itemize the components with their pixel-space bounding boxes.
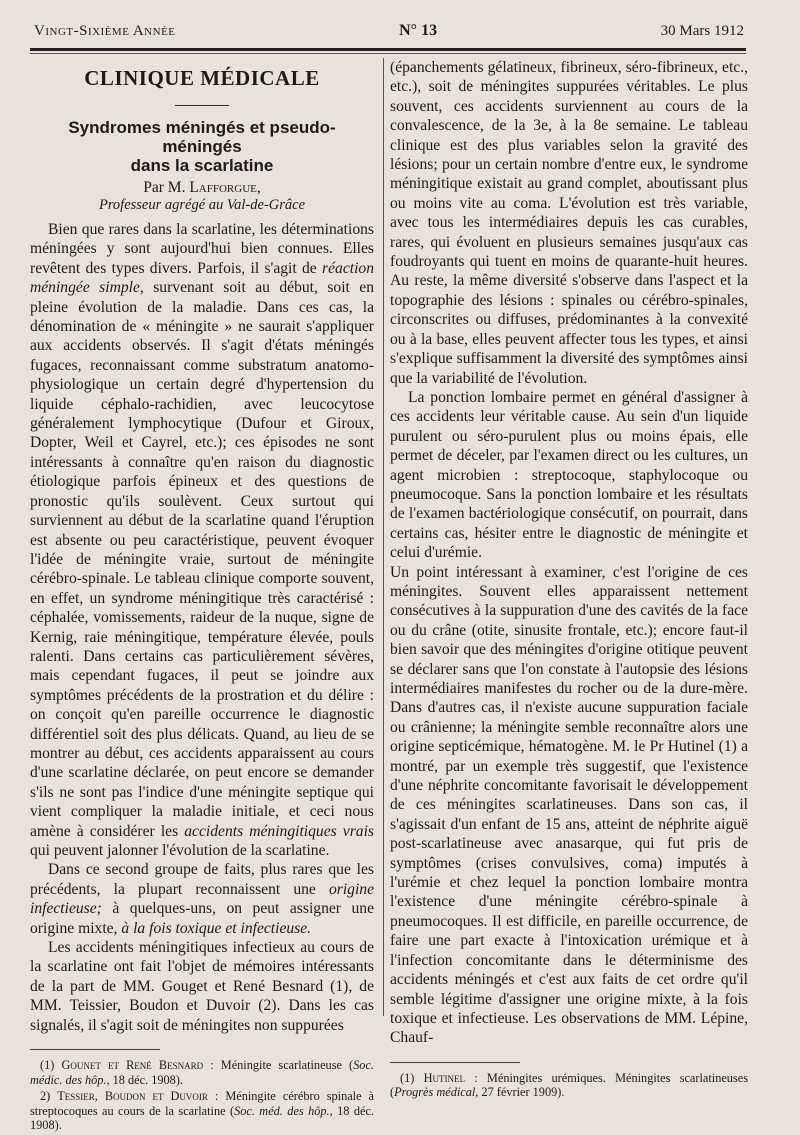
section-title: CLINIQUE MÉDICALE (84, 66, 320, 90)
emphasis: Progrès médical (394, 1085, 476, 1100)
text-run: , survenant soit au début, soit en pleine évolution de la maladie. Dans ces cas, la dénomination de « méningite » ne saurait s'appliquer aux accidents observés. Il s'agit d'états méningés fugaces, reconnaissant comme substratum anatomo-physiologique un certain degré d'hypertension du liquide céphalo-rachidien, avec leucocytose généralement lymphocytique (Dufour et Giroux, Dopter, Weil et Cayrel, etc.); ces épisodes ne sont intéressants à connaître qu'en raison du diagnostic étiologique parfois épineux et des questions de pronostic qu'ils soulèvent. Ceux surtout qui surviennent au début de la scarlatine quand l'éruption est absente ou peu caractéristique, peuvent évoquer l'idée de méningite vraie, surtout de méningite cérébro-spinale. Le tableau clinique comporte souvent, en effet, un syndrome méningitique très caractérisé : céphalée, vomissements, raideur de la nuque, signe de Kernig, raie méningitique, température élevée, pouls ralenti. Dans certains cas particulièrement sévères, mais cependant fugaces, il peut se joindre aux symptômes précédents de la prostration et du délire : on conçoit qu'en pareille occurrence le diagnostic différentiel soit des plus délicats. Quand, au lieu de se montrer au début, ces accidents apparaissent au cours d'une scarlatine déclarée, on peut encore se demander s'ils ne sont pas l'indice d'une méningite septique qui vient compliquer la maladie initiale, et ceci nous amène à considérer les (30, 279, 375, 840)
issue-date: 30 Mars 1912 (660, 23, 744, 39)
emphasis: origine infectieuse; (30, 880, 374, 918)
text-run: , 18 déc. 1908). (106, 1072, 183, 1087)
paragraph: (épanchements gélatineux, fibrineux, séro-fibrineux, etc., etc.), soit de méningites suppurées véritables. Le plus souvent, ces accidents surviennent au cours de la convalescence, de la 3e, à la 8e semaine. Le tableau clinique est des plus variables selon la gravité des lésions; pour un certain nombre d'entre eux, le syndrome méningitique existait au grand complet, aboutissant plus ou moins vite au coma. L'évolution est très variable, avec tous les intermédiaires depuis les cas curables, rares, qui évoluent en plusieurs semaines jusqu'aux cas foudroyants qui tuent en moins de quarante-huit heures. Au reste, la même diversité s'observe dans l'aspect et la topographie des lésions : spinales ou cérébro-spinales, circonscrites ou diffuses, prédominantes à la convexité ou à la base, elles peuvent affecter tous les types, et ainsi s'explique suffisamment la diversité des symptômes ainsi que la variabilité de l'évolution. (390, 59, 748, 387)
text-run: , 27 février 1909). (475, 1085, 565, 1100)
header-rule (30, 48, 746, 54)
emphasis: accidents méningitiques vrais (184, 822, 374, 840)
footnote-marker: (1) (40, 1058, 62, 1073)
text-run: : Méningites urémiques. Méningites scarlatineuses ( (390, 1070, 748, 1100)
paragraph: Un point intéressant à examiner, c'est l'origine de ces méningites. Souvent elles apparaissent nettement consécutives à la suppuration d'une des cavités de la face ou du crâne (otite, sinusite frontale, etc.); encore faut-il bien savoir que des méningites d'origine otitique peuvent se déclarer sans que l'on constate à l'autopsie des lésions intermédiaires manifestes du rocher ou de la dure-mère. Dans d'autres cas, il n'existe aucune suppuration faciale ou crânienne; la méningite semble reconnaître alors une origine septicémique, hématogène. M. le Pr Hutinel (1) a montré, par un exemple très suggestif, que l'existence d'une néphrite concomitante favorisait le développement de ces méningites scarlatineuses. Dans son cas, il s'agissait d'un enfant de 15 ans, atteint de néphrite aiguë post-scarlatineuse avec anasarque, qui fut pris de symptômes (crises convulsives, coma) imputés à l'urémie et chez lequel la ponction lombaire montra l'existence d'une méningite cérébro-spinale à pneumocoques. Il est difficile, en pareille occurrence, de faire une part exacte à l'intoxication urémique et à l'infection concomitante dans le déterminisme des accidents méningés et c'est aux faits de cet ordre qu'il semble légitime d'assigner une origine mixte, à la fois toxique et infectieuse. Les observations de MM. Lépine, Chauf- (390, 563, 748, 1047)
text-run: qui peuvent jalonner l'évolution de la scarlatine. (30, 842, 330, 859)
byline: Par M. Lafforgue, (143, 179, 261, 196)
article-title (30, 118, 374, 175)
text-run: : Méningite cérébro spinale à streptocoques au cours de la scarlatine ( (30, 1089, 374, 1118)
text-run: à quelques-uns, on peut assigner une origine mixte, (30, 900, 374, 937)
author-name: Lafforgue (189, 179, 257, 196)
left-column (30, 58, 374, 1135)
footnote-authors: Hutinel (423, 1070, 465, 1085)
column-divider (383, 58, 384, 1016)
footnote-marker: 2) (40, 1089, 58, 1104)
text-run: Bien que rares dans la scarlatine, les déterminations méningées y sont aujourd'hui bien connues. Elles revêtent des types divers. Parfois, il s'agit de (30, 221, 374, 277)
byline-prefix: Par M. (143, 179, 190, 196)
footnote-rule (390, 1062, 520, 1063)
author-affiliation: Professeur agrégé au Val-de-Grâce (98, 197, 306, 213)
footnote (390, 1071, 748, 1100)
emphasis: Soc. médic. des hôp. (30, 1058, 374, 1087)
volume-label: Vingt-Sixième Année (34, 23, 176, 39)
paragraph: La ponction lombaire permet en général d'assigner à ces accidents leur véritable cause. Au sein d'un liquide purulent ou séro-purulent plus ou moins épais, elle permet de déceler, par l'examen direct ou les cultures, un agent microbien : streptocoque, staphylocoque ou pneumocoque. Sans la ponction lombaire et les résultats de l'examen bactériologique consécutif, on pourrait, dans certains cas, hésiter entre le diagnostic de méningite et celui d'urémie. (390, 388, 748, 562)
text-run: , 18 déc. 1908). (30, 1103, 374, 1133)
running-head (34, 22, 744, 46)
footnote-authors: Gounet et René Besnard (61, 1058, 204, 1073)
text-run: : Méningite scarlatineuse ( (203, 1058, 354, 1073)
footnote-rule (30, 1049, 160, 1050)
emphasis: réaction méningée simple (30, 259, 374, 297)
footnote-marker: (1) (400, 1070, 424, 1085)
right-column (390, 58, 748, 1102)
article-title-line-1: Syndromes méningés et pseudo-méningés (68, 118, 336, 156)
article-title-line-2: dans la scarlatine (130, 156, 274, 175)
footnote-authors: Tessier, Boudon et Duvoir (57, 1089, 208, 1104)
issue-number: N° 13 (399, 22, 438, 39)
footnote (30, 1058, 374, 1087)
paragraph (30, 860, 374, 938)
emphasis: Soc. méd. des hôp. (234, 1103, 330, 1118)
title-rule (175, 105, 229, 106)
text-run: Dans ce second groupe de faits, plus rares que les précédents, la plupart reconnaissent une (30, 861, 374, 898)
paragraph: Les accidents méningitiques infectieux au cours de la scarlatine ont fait l'objet de mémoires intéressants de la part de MM. Gouget et René Besnard (1), de MM. Teissier, Boudon et Duvoir (2). Dans les cas signalés, il s'agit soit de méningites non suppurées (30, 939, 374, 1034)
emphasis: à la fois toxique et infectieuse. (121, 919, 312, 937)
paragraph (30, 220, 374, 860)
footnote (30, 1089, 374, 1133)
